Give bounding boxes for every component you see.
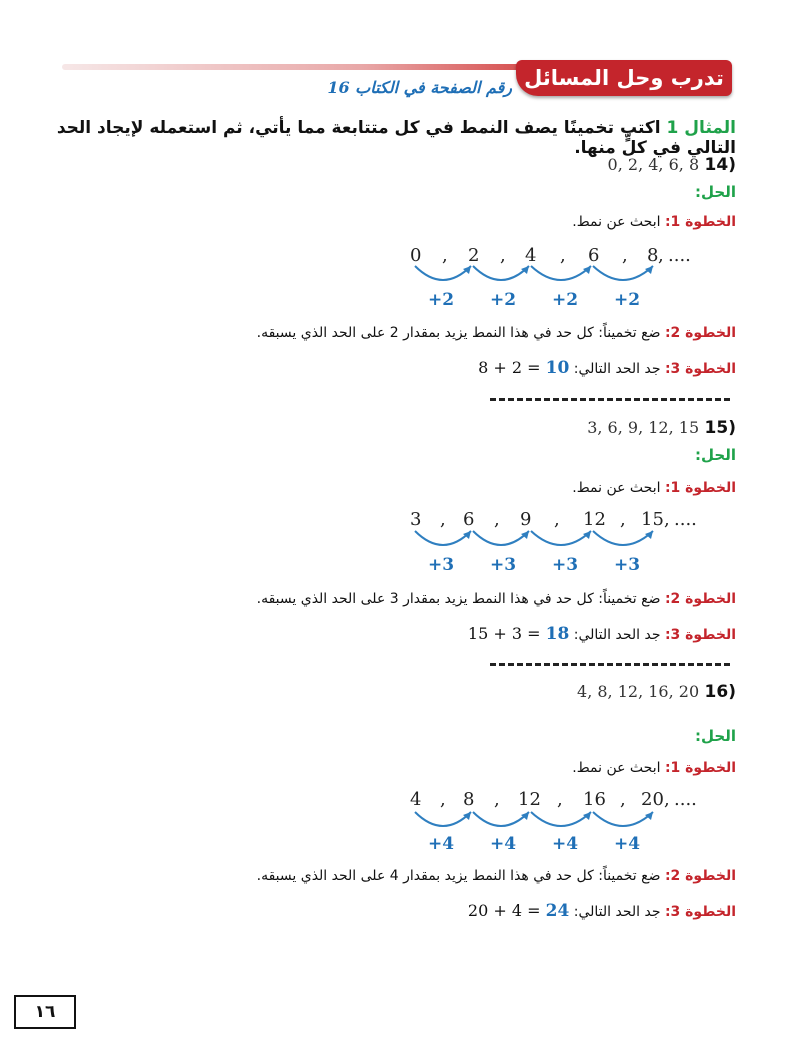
comma: , xyxy=(658,245,664,266)
term: 16 xyxy=(583,789,606,810)
step-label: الخطوة 1: xyxy=(664,760,736,776)
step-expression xyxy=(468,901,569,920)
expression: 8 + 2 = xyxy=(478,358,541,377)
problem-number: (16 xyxy=(704,682,736,702)
comma: , xyxy=(557,789,563,810)
arrows-svg xyxy=(405,527,675,557)
separator xyxy=(490,663,730,670)
difference-label: +2 xyxy=(552,290,579,310)
step-1 xyxy=(36,214,736,230)
term: 2 xyxy=(468,245,480,266)
difference-label: +3 xyxy=(552,555,579,575)
comma: , xyxy=(664,509,670,530)
problem-14 xyxy=(436,155,736,175)
comma: , xyxy=(620,789,626,810)
difference-label: +4 xyxy=(490,834,517,854)
problem-number: (15 xyxy=(704,418,736,438)
arrows-svg xyxy=(405,262,675,292)
jump-arrow xyxy=(473,266,529,280)
problem-sequence: 0, 2, 4, 6, 8 xyxy=(607,155,700,174)
difference-label: +4 xyxy=(614,834,641,854)
step-3 xyxy=(36,901,736,921)
step-1 xyxy=(36,480,736,496)
term: 6 xyxy=(463,509,475,530)
step-expression xyxy=(478,358,569,377)
comma: , xyxy=(494,789,500,810)
separator xyxy=(490,398,730,405)
solution-label: الحل: xyxy=(695,446,736,464)
term: 12 xyxy=(518,789,541,810)
step-text: جد الحد التالي: xyxy=(573,904,661,920)
answer: 18 xyxy=(545,624,570,644)
term: 6 xyxy=(588,245,600,266)
answer: 24 xyxy=(545,901,570,921)
problem-number: (14 xyxy=(704,155,736,175)
difference-label: +2 xyxy=(490,290,517,310)
solution-label: الحل: xyxy=(695,183,736,201)
difference-label: +4 xyxy=(552,834,579,854)
step-3 xyxy=(36,358,736,378)
term: 4 xyxy=(410,789,422,810)
comma: , xyxy=(494,509,500,530)
comma: , xyxy=(664,789,670,810)
comma: , xyxy=(500,245,506,266)
term: 4 xyxy=(525,245,537,266)
book-page-reference: رقم الصفحة في الكتاب 16 xyxy=(327,78,512,97)
comma: , xyxy=(440,509,446,530)
step-2 xyxy=(36,325,736,341)
ellipsis: .... xyxy=(668,245,691,266)
step-text: ابحث عن نمط. xyxy=(572,760,661,776)
step-text: جد الحد التالي: xyxy=(573,361,661,377)
jump-arrow xyxy=(473,531,529,545)
step-label: الخطوة 3: xyxy=(664,904,736,920)
step-2 xyxy=(36,591,736,607)
comma: , xyxy=(442,245,448,266)
difference-label: +3 xyxy=(490,555,517,575)
example-label: المثال 1 xyxy=(666,118,736,138)
term: 8 xyxy=(647,245,659,266)
step-3 xyxy=(36,624,736,644)
term: 15 xyxy=(641,509,664,530)
jump-arrow xyxy=(593,266,653,280)
example-statement xyxy=(56,118,736,158)
ellipsis: .... xyxy=(674,789,697,810)
solution-label: الحل: xyxy=(695,727,736,745)
problem-16 xyxy=(436,682,736,702)
step-text: ابحث عن نمط. xyxy=(572,480,661,496)
jump-arrow xyxy=(531,531,591,545)
step-2 xyxy=(36,868,736,884)
step-label: الخطوة 2: xyxy=(664,591,736,607)
step-text: ضع تخميناً: كل حد في هذا النمط يزيد بمقدار 4 على الحد الذي يسبقه. xyxy=(256,868,661,884)
jump-arrow xyxy=(531,266,591,280)
jump-arrow xyxy=(415,266,471,280)
problem-sequence: 3, 6, 9, 12, 15 xyxy=(587,418,700,437)
jump-arrow xyxy=(593,531,653,545)
term: 9 xyxy=(520,509,532,530)
comma: , xyxy=(620,509,626,530)
answer: 10 xyxy=(545,358,570,378)
section-title: تدرب وحل المسائل xyxy=(516,60,732,96)
ellipsis: .... xyxy=(674,509,697,530)
term: 8 xyxy=(463,789,475,810)
step-expression xyxy=(468,624,569,643)
page-number: ١٦ xyxy=(14,995,76,1029)
comma: , xyxy=(554,509,560,530)
difference-label: +3 xyxy=(428,555,455,575)
expression: 15 + 3 = xyxy=(467,624,541,643)
problem-sequence: 4, 8, 12, 16, 20 xyxy=(577,682,700,701)
step-1 xyxy=(36,760,736,776)
jump-arrow xyxy=(415,812,471,826)
jump-arrow xyxy=(593,812,653,826)
step-label: الخطوة 2: xyxy=(664,868,736,884)
difference-label: +2 xyxy=(428,290,455,310)
step-text: ضع تخميناً: كل حد في هذا النمط يزيد بمقدار 2 على الحد الذي يسبقه. xyxy=(256,325,661,341)
term: 12 xyxy=(583,509,606,530)
step-label: الخطوة 3: xyxy=(664,627,736,643)
expression: 20 + 4 = xyxy=(467,901,541,920)
comma: , xyxy=(622,245,628,266)
term: 0 xyxy=(410,245,422,266)
difference-label: +4 xyxy=(428,834,455,854)
step-text: ابحث عن نمط. xyxy=(572,214,661,230)
jump-arrow xyxy=(473,812,529,826)
step-text: جد الحد التالي: xyxy=(573,627,661,643)
step-text: ضع تخميناً: كل حد في هذا النمط يزيد بمقدار 3 على الحد الذي يسبقه. xyxy=(256,591,661,607)
jump-arrow xyxy=(531,812,591,826)
difference-label: +3 xyxy=(614,555,641,575)
step-label: الخطوة 2: xyxy=(664,325,736,341)
term: 20 xyxy=(641,789,664,810)
term: 3 xyxy=(410,509,422,530)
step-label: الخطوة 1: xyxy=(664,480,736,496)
problem-15 xyxy=(436,418,736,438)
comma: , xyxy=(440,789,446,810)
difference-label: +2 xyxy=(614,290,641,310)
step-label: الخطوة 1: xyxy=(664,214,736,230)
comma: , xyxy=(560,245,566,266)
example-text: اكتب تخمينًا يصف النمط في كل متتابعة مما يأتي، ثم استعمله لإيجاد الحد التالي في كلٍّ منها. xyxy=(56,118,736,158)
jump-arrow xyxy=(415,531,471,545)
step-label: الخطوة 3: xyxy=(664,361,736,377)
